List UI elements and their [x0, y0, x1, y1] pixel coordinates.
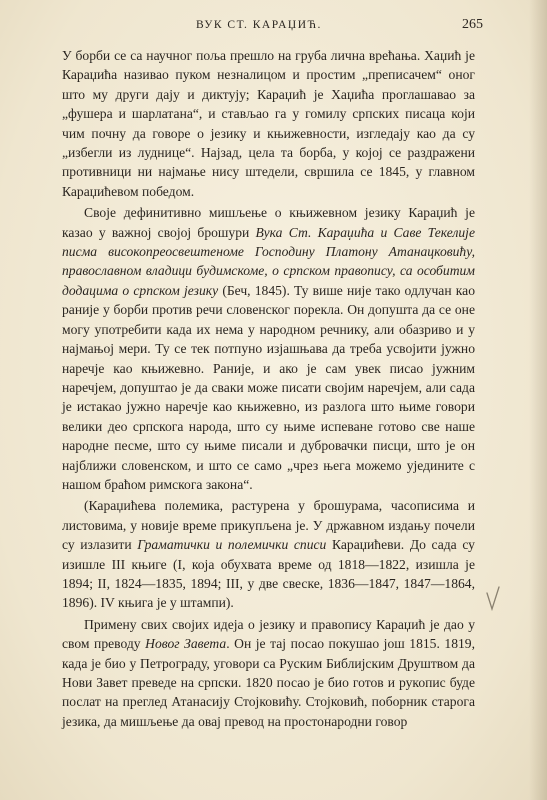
page-header: [58, 14, 489, 36]
page-number: 265: [462, 17, 483, 32]
paragraph-3-rest: Караџићеви. До сада су изишле III књиге (I, која обухвата време од 1818—1822, изишла је 1894; II, 1824—1835, 1894; III, у две свеске, 1836—1847, 1847—1864, 1896). IV књига је у штампи).: [62, 537, 475, 611]
page-edge-shadow: [529, 0, 547, 800]
paragraph-2: [62, 203, 475, 494]
running-head: ВУК СТ. КАРАЏИЋ.: [196, 19, 322, 31]
pencil-mark-icon: [484, 585, 502, 615]
paragraph-1: У борби се са научног поља прешло на груба лична врећања. Хаџић је Караџића називао пуком незналицом и простим „преписачем“ оног што му други дају и диктују; Караџић је Хаџића проглашавао за „фушера и шарлатана“, и стављао га у гомилу српских писаца који чим почну да говоре о језику и књижевности, изгледају као да су „избегли из луднице“. Најзад, цела та борба, у којој се раздражени противници ни најмање нису штедели, свршила се 1845, у главном Караџићевом победом.: [62, 48, 475, 199]
paragraph-4-intro: Примену свих својих идеја о језику и правопису Караџић је дао у свом преводу: [62, 616, 475, 652]
paragraph-4: [62, 615, 475, 731]
paragraph-2-intro: Своје дефинитивно мишљење о књижевном језику Караџић је казао у важној својој брошури: [62, 205, 475, 240]
paragraph-4-rest: . Он је тај посао покушао још 1815. 1819, када је био у Петрограду, уговори са Руским Библијским Друштвом да Нови Завет преведе на српски. 1820 посао је био готов и рукопис буде послат на преглед Атанасију Стојковићу. Стојковић, поборник старога језика, да мишљење да овај превод на простонародни говор: [62, 636, 475, 729]
collected-writings-title: Граматички и полемички списи: [137, 537, 327, 553]
paragraph-3-intro: (Караџићева полемика, растурена у брошурама, часописима и листовима, у новије време прикупљена је. У државном издању почели су излазити: [62, 498, 475, 553]
paragraph-2-rest: (Беч, 1845). Ту више није тако одлучан као раније у борби против речи словенског порекла. Он допушта да се оне могу употребити када их нема у народном речнику, али обазриво и у најмањој мери. Ту се тек потпуно изјашњава да треба усвојити јужно наречје као књижевно. Раније, и ако је сам увек писао јужним наречјем, допуштао је да сваки може писати својим наречјем, али сада је истакао јужно наречје као књижевно, из разлога што њиме говори велики део српскога народа, што су њиме испеване готово све наше народне песме, што су њиме писали и дубровачки писци, што је он најближи словенском, и што се само „чрез њега можемо уједините с нашом браћом римскога закона“.: [62, 282, 476, 492]
brochure-title: Вука Ст. Караџића и Саве Текелије писма високопреосвештеноме Господину Платону Атанацковићу, православном владици будимскоме, о српском правопису, са особитим додацима о српском језику: [62, 224, 475, 298]
paragraph-3: [62, 496, 475, 612]
new-testament-title: Новог Завета: [145, 636, 227, 652]
body-text: [62, 46, 475, 731]
